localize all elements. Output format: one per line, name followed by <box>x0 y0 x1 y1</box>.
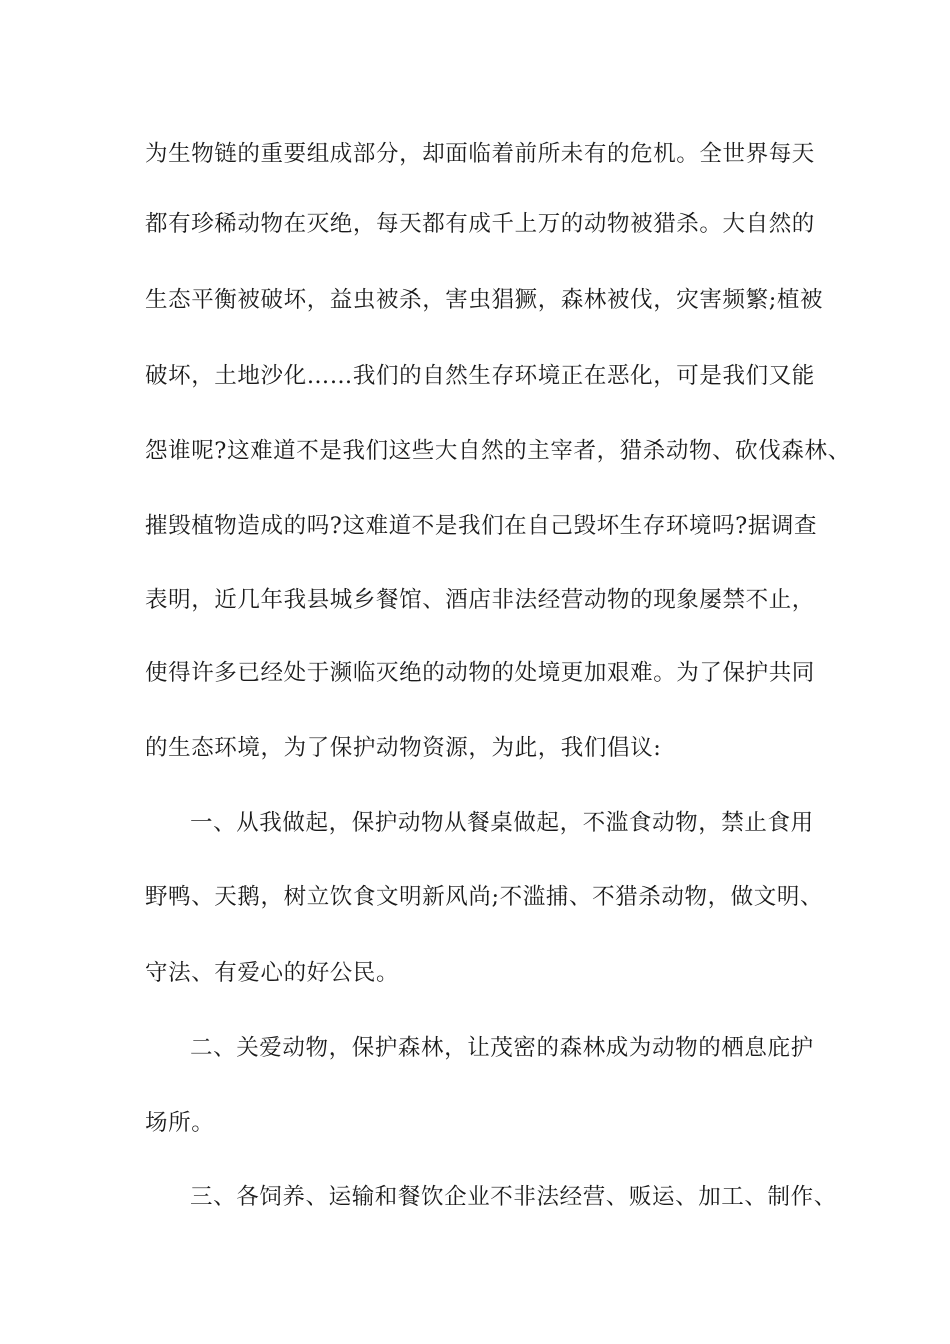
paragraph-line: 一、从我做起，保护动物从餐桌做起，不滥食动物，禁止食用 <box>190 810 814 836</box>
paragraph-line: 为生物链的重要组成部分，却面临着前所未有的危机。全世界每天 <box>145 141 815 167</box>
paragraph-line: 守法、有爱心的好公民。 <box>145 960 400 986</box>
paragraph-line: 野鸭、天鹅，树立饮食文明新风尚;不滥捕、不猎杀动物，做文明、 <box>145 884 824 910</box>
paragraph-line: 破坏，土地沙化……我们的自然生存环境正在恶化，可是我们又能 <box>145 363 815 389</box>
paragraph-line: 生态平衡被破坏，益虫被杀，害虫猖獗，森林被伐，灾害频繁;植被 <box>145 287 824 313</box>
paragraph-line: 怨谁呢?这难道不是我们这些大自然的主宰者，猎杀动物、砍伐森林、 <box>145 438 851 464</box>
paragraph-line: 使得许多已经处于濒临灭绝的动物的处境更加艰难。为了保护共同 <box>145 660 815 686</box>
paragraph-line: 都有珍稀动物在灭绝，每天都有成千上万的动物被猎杀。大自然的 <box>145 211 815 237</box>
paragraph-line: 三、各饲养、运输和餐饮企业不非法经营、贩运、加工、制作、 <box>190 1184 837 1210</box>
paragraph-line: 二、关爱动物，保护森林，让茂密的森林成为动物的栖息庇护 <box>190 1035 814 1061</box>
paragraph-line: 的生态环境，为了保护动物资源，为此，我们倡议: <box>145 735 662 761</box>
paragraph-line: 场所。 <box>145 1110 215 1136</box>
paragraph-line: 表明，近几年我县城乡餐馆、酒店非法经营动物的现象屡禁不止， <box>145 587 815 613</box>
paragraph-line: 摧毁植物造成的吗?这难道不是我们在自己毁坏生存环境吗?据调查 <box>145 513 818 539</box>
